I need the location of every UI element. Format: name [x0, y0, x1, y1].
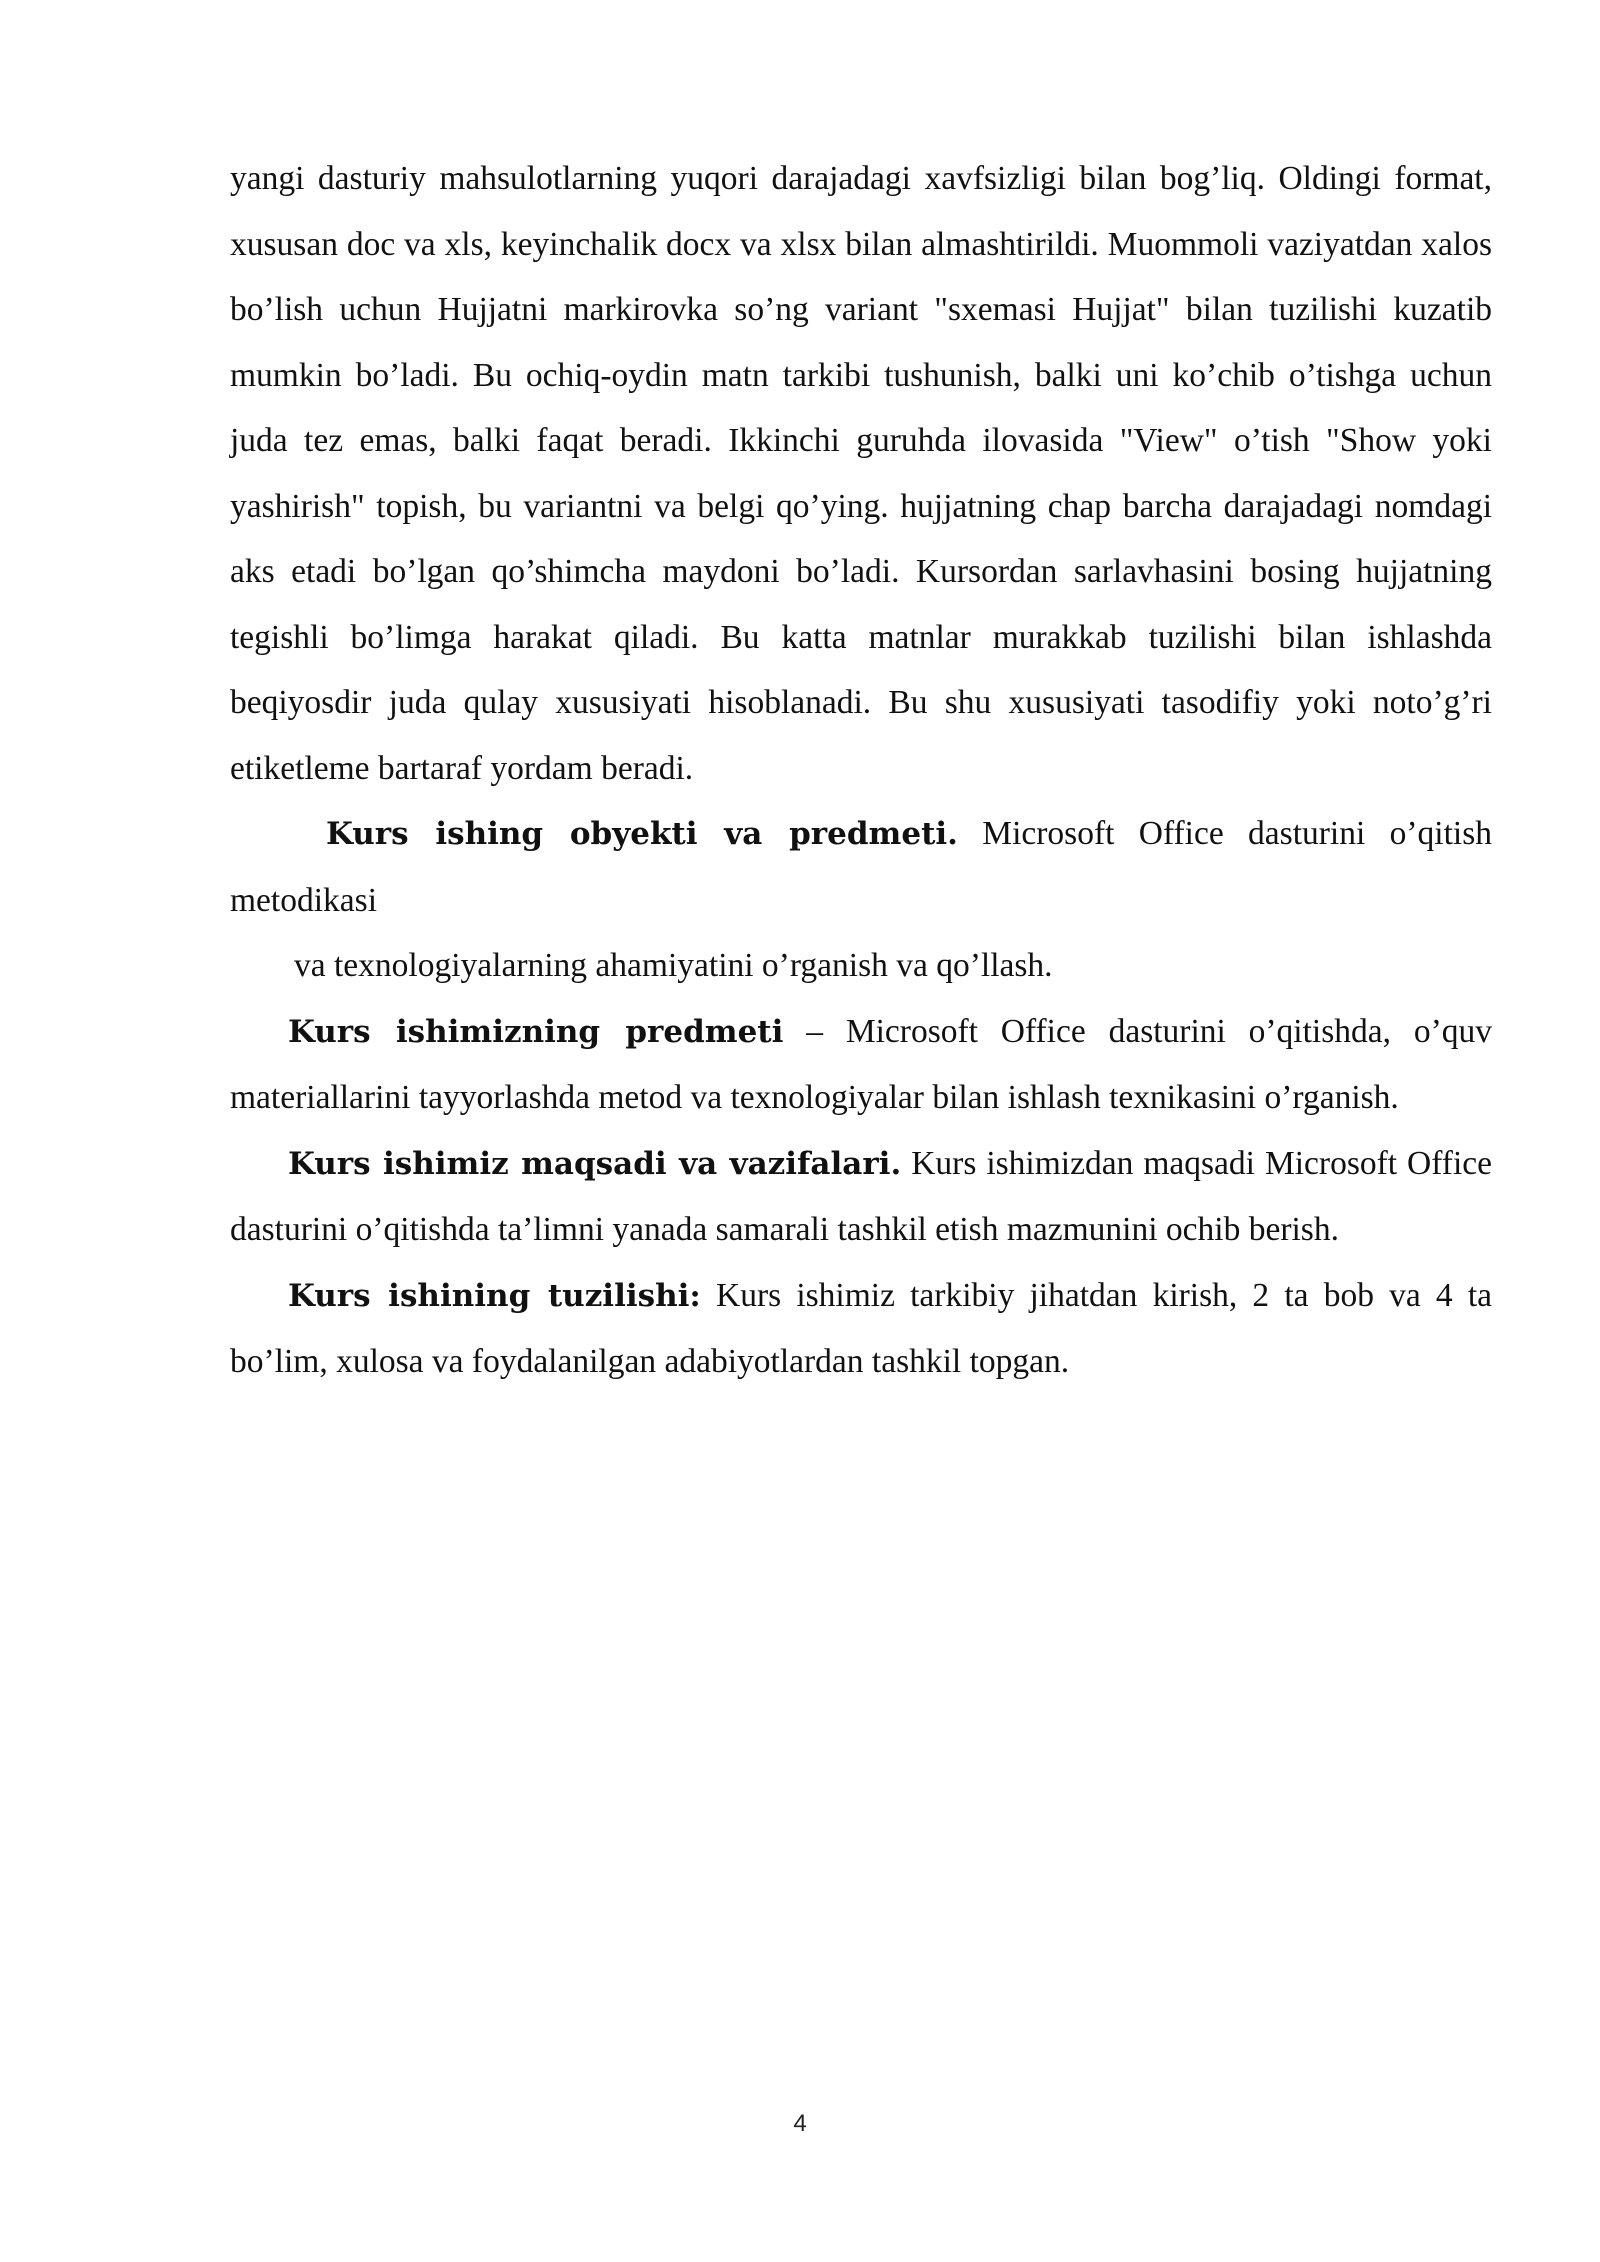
subject-heading: Kurs ishimizning predmeti [288, 1013, 784, 1050]
object-continuation: va texnologiyalarning ahamiyatini o’rganish va qo’llash. [294, 947, 1053, 984]
page-number: 4 [793, 2110, 807, 2137]
document-body [230, 146, 1492, 1395]
structure-text: Kurs ishimiz tarkibiy jihatdan kirish, 2 ta bob va 4 ta bo’lim, xulosa va foydalanilgan adabiyotlardan tashkil topgan. [230, 1276, 1493, 1380]
object-text: Microsoft Office dasturini o’qitish metodikasi [230, 815, 1492, 919]
goal-heading: Kurs ishimiz maqsadi va vazifalari. [288, 1145, 902, 1182]
intro-paragraph: yangi dasturiy mahsulotlarning yuqori darajadagi xavfsizligi bilan bog’liq. Oldingi format, xususan doc va xls, keyinchalik docx va xlsx bilan almashtirildi. Muommoli vaziyatdan xalos bo’lish uchun Hujjatni markirovka so’ng variant "sxemasi Hujjat" bilan tuzilishi kuzatib mumkin bo’ladi. Bu ochiq-oydin matn tarkibi tushunish, balki uni ko’chib o’tishga uchun juda tez emas, balki faqat beradi. Ikkinchi guruhda ilovasida "View" o’tish "Show yoki yashirish" topish, bu variantni va belgi qo’ying. hujjatning chap barcha darajadagi nomdagi aks etadi bo’lgan qo’shimcha maydoni bo’ladi. Kursordan sarlavhasini bosing hujjatning tegishli bo’limga harakat qiladi. Bu katta matnlar murakkab tuzilishi bilan ishlashda beqiyosdir juda qulay xususiyati hisoblanadi. Bu shu xususiyati tasodifiy yoki noto’g’ri etiketleme bartaraf yordam beradi. [230, 160, 1492, 787]
subject-text: – Microsoft Office dasturini o’qitishda, o’quv materiallarini tayyorlashda metod va texnologiyalar bilan ishlash texnikasini o’rganish. [230, 1012, 1493, 1116]
subject-paragraph [230, 999, 1492, 1131]
structure-paragraph [230, 1263, 1492, 1395]
goal-text: Kurs ishimizdan maqsadi Microsoft Office dasturini o’qitishda ta’limni yanada samarali tashkil etish mazmunini ochib berish. [230, 1144, 1492, 1248]
object-paragraph [230, 801, 1492, 933]
goal-paragraph [230, 1131, 1492, 1263]
structure-heading: Kurs ishining tuzilishi: [288, 1277, 701, 1314]
object-heading: Kurs ishing obyekti va predmeti. [326, 816, 958, 852]
